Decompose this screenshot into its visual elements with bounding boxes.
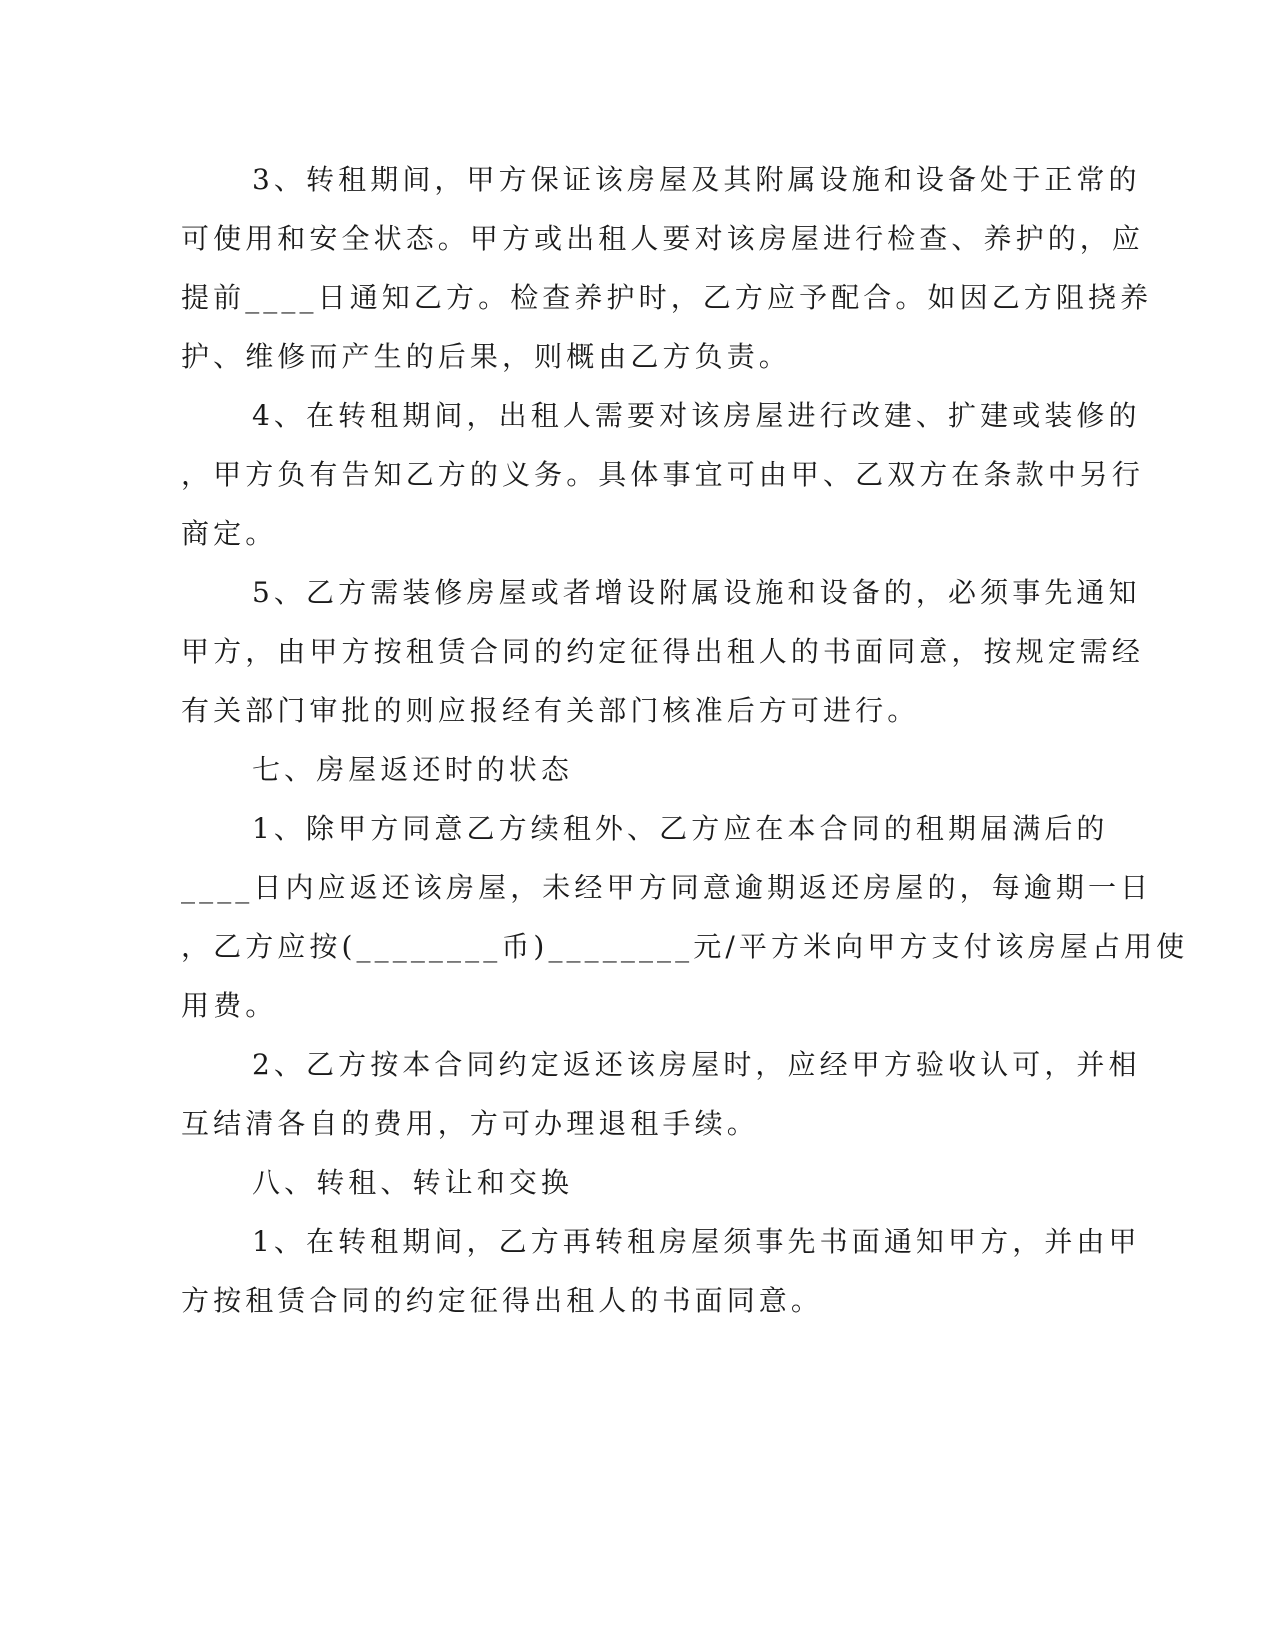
text-line: 方按租赁合同的约定征得出租人的书面同意。 [181, 1284, 824, 1317]
text-line: 用费。 [181, 989, 278, 1022]
text-line: 5、乙方需装修房屋或者增设附属设施和设备的，必须事先通知 [252, 576, 1141, 609]
text-line: 商定。 [181, 517, 278, 550]
text-line: ，甲方负有告知乙方的义务。具体事宜可由甲、乙双方在条款中另行 [181, 458, 1145, 491]
text-line: ____日内应返还该房屋，未经甲方同意逾期返还房屋的，每逾期一日 [181, 871, 1153, 904]
section-heading: 七、房屋返还时的状态 [252, 753, 574, 786]
text-line: 可使用和安全状态。甲方或出租人要对该房屋进行检查、养护的，应 [181, 222, 1145, 255]
text-line: ，乙方应按(________币)________元/平方米向甲方支付该房屋占用使 [181, 930, 1189, 963]
text-line: 护、维修而产生的后果，则概由乙方负责。 [181, 340, 791, 373]
text-line: 1、在转租期间，乙方再转租房屋须事先书面通知甲方，并由甲 [252, 1225, 1141, 1258]
text-line: 甲方，由甲方按租赁合同的约定征得出租人的书面同意，按规定需经 [181, 635, 1145, 668]
text-line: 2、乙方按本合同约定返还该房屋时，应经甲方验收认可，并相 [252, 1048, 1141, 1081]
section-heading: 八、转租、转让和交换 [252, 1166, 574, 1199]
text-line: 3、转租期间，甲方保证该房屋及其附属设施和设备处于正常的 [252, 163, 1141, 196]
text-line: 4、在转租期间，出租人需要对该房屋进行改建、扩建或装修的 [252, 399, 1141, 432]
text-line: 互结清各自的费用，方可办理退租手续。 [181, 1107, 759, 1140]
text-line: 有关部门审批的则应报经有关部门核准后方可进行。 [181, 694, 920, 727]
text-line: 提前____日通知乙方。检查养护时，乙方应予配合。如因乙方阻挠养 [181, 281, 1153, 314]
text-line: 1、除甲方同意乙方续租外、乙方应在本合同的租期届满后的 [252, 812, 1109, 845]
